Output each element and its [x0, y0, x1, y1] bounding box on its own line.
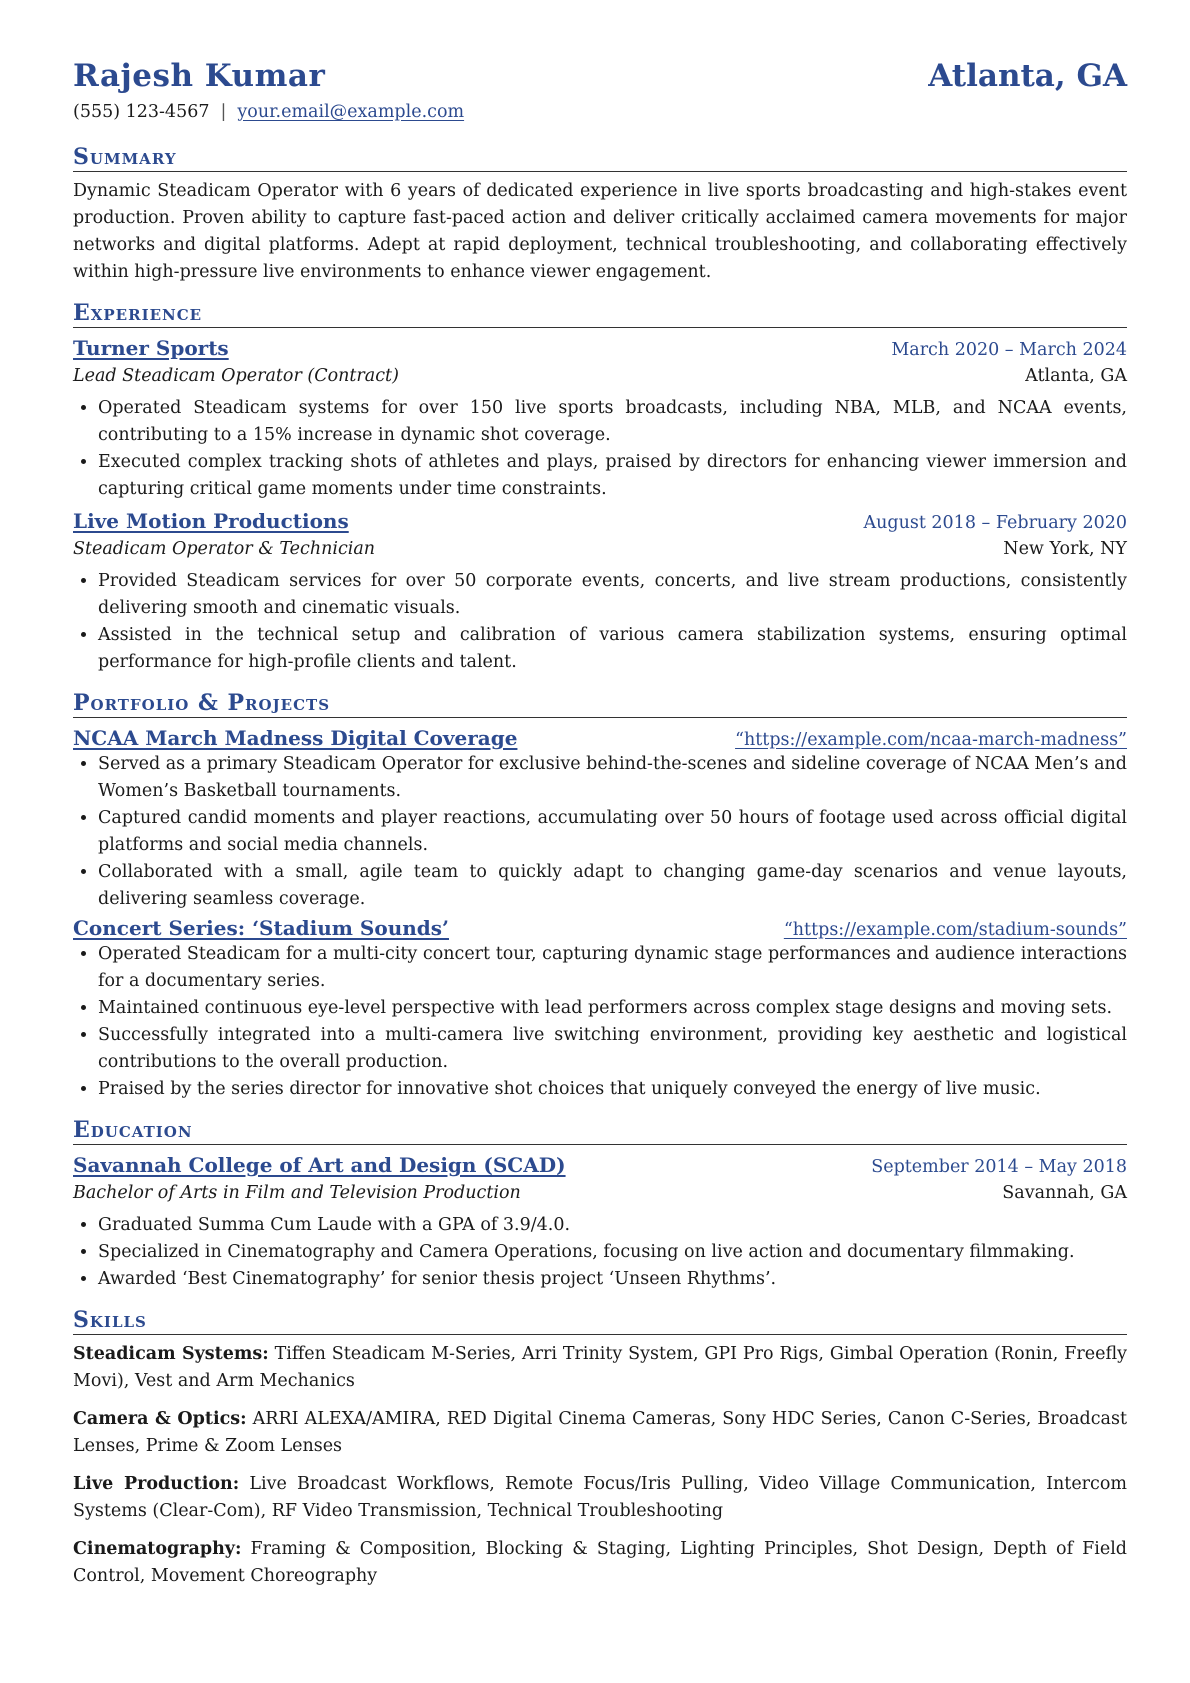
header [73, 58, 1127, 94]
project-entry [73, 916, 1127, 1103]
project-bullets [73, 941, 1127, 1103]
bullet: • Provided Steadicam services for over 50 corporate events, concerts, and live stream productions, consistently delivering smooth and cinematic visuals. [98, 568, 1127, 622]
job-org-link[interactable]: Live Motion Productions [73, 509, 349, 533]
bullet: • Operated Steadicam systems for over 150 live sports broadcasts, including NBA, MLB, and NCAA events, contributing to a 15% increase in dynamic shot coverage. [98, 395, 1127, 449]
section-title-education: Education [73, 1117, 1127, 1145]
skill-group [73, 1536, 1127, 1590]
education-dates: September 2014 – May 2018 [871, 1157, 1127, 1177]
section-title-skills: Skills [73, 1307, 1127, 1335]
bullet: • Graduated Summa Cum Laude with a GPA of 3.9/4.0. [98, 1212, 1127, 1239]
bullet: • Maintained continuous eye-level perspective with lead performers across complex stage designs and moving sets. [98, 995, 1127, 1022]
job-role: Steadicam Operator & Technician [73, 539, 376, 559]
resume-page [73, 58, 1127, 1590]
summary-text: Dynamic Steadicam Operator with 6 years of dedicated experience in live sports broadcasting and high-stakes event production. Proven ability to capture fast-paced action and deliver critically acclaimed camera movements for major networks and digital platforms. Adept at rapid deployment, technical troubleshooting, and collaborating effectively within high-pressure live environments to enhance viewer engagement. [73, 181, 1127, 282]
skill-label: Cinematography: [73, 1539, 242, 1559]
bullet: • Executed complex tracking shots of athletes and plays, praised by directors for enhancing viewer immersion and capturing critical game moments under time constraints. [98, 449, 1127, 503]
skill-label: Live Production: [73, 1474, 240, 1494]
skill-text: Live Broadcast Workflows, Remote Focus/Iris Pulling, Video Village Communication, Intercom Systems (Clear-Com), RF Video Transmission, Technical Troubleshooting [73, 1474, 1127, 1521]
job-location: Atlanta, GA [1025, 366, 1127, 386]
skill-text: ARRI ALEXA/AMIRA, RED Digital Cinema Cameras, Sony HDC Series, Canon C-Series, Broadcast Lenses, Prime & Zoom Lenses [73, 1409, 1127, 1456]
job-entry [73, 336, 1127, 503]
skill-label: Steadicam Systems: [73, 1344, 269, 1364]
project-url-link[interactable]: “https://example.com/stadium-sounds” [783, 920, 1127, 940]
skill-label: Camera & Optics: [73, 1409, 247, 1429]
education-entry [73, 1153, 1127, 1293]
header-location: Atlanta, GA [928, 58, 1127, 94]
bullet: • Assisted in the technical setup and calibration of various camera stabilization systems, ensuring optimal performance for high-profile clients and talent. [98, 622, 1127, 676]
bullet: • Successfully integrated into a multi-camera live switching environment, providing key aesthetic and logistical contributions to the overall production. [98, 1022, 1127, 1076]
bullet: • Served as a primary Steadicam Operator for exclusive behind-the-scenes and sideline coverage of NCAA Men’s and Women’s Basketball tournaments. [98, 751, 1127, 805]
job-location: New York, NY [1003, 539, 1127, 559]
bullet: • Captured candid moments and player reactions, accumulating over 50 hours of footage used across official digital platforms and social media channels. [98, 805, 1127, 859]
bullet: • Praised by the series director for innovative shot choices that uniquely conveyed the energy of live music. [98, 1076, 1127, 1103]
skill-group [73, 1406, 1127, 1460]
skill-text: Tiffen Steadicam M-Series, Arri Trinity System, GPI Pro Rigs, Gimbal Operation (Ronin, Freefly Movi), Vest and Arm Mechanics [73, 1344, 1127, 1391]
degree: Bachelor of Arts in Film and Television Production [73, 1183, 521, 1203]
email-link[interactable]: your.email@example.com [237, 102, 465, 122]
project-entry [73, 726, 1127, 913]
job-bullets [73, 395, 1127, 503]
project-name-link[interactable]: NCAA March Madness Digital Coverage [73, 726, 518, 750]
job-dates: August 2018 – February 2020 [863, 513, 1127, 533]
contact-line [73, 102, 1127, 122]
bullet: • Operated Steadicam for a multi-city concert tour, capturing dynamic stage performances and audience interactions for a documentary series. [98, 941, 1127, 995]
phone: (555) 123-4567 [73, 102, 210, 122]
job-bullets [73, 568, 1127, 676]
candidate-name: Rajesh Kumar [73, 58, 326, 94]
section-title-projects: Portfolio & Projects [73, 690, 1127, 718]
contact-separator: | [220, 102, 227, 122]
education-bullets [73, 1212, 1127, 1293]
skill-group [73, 1471, 1127, 1525]
job-role: Lead Steadicam Operator (Contract) [73, 366, 399, 386]
bullet: • Awarded ‘Best Cinematography’ for senior thesis project ‘Unseen Rhythms’. [98, 1266, 1127, 1293]
section-title-experience: Experience [73, 300, 1127, 328]
bullet: • Collaborated with a small, agile team to quickly adapt to changing game-day scenarios and venue layouts, delivering seamless coverage. [98, 859, 1127, 913]
education-location: Savannah, GA [1002, 1183, 1127, 1203]
bullet: • Specialized in Cinematography and Camera Operations, focusing on live action and documentary filmmaking. [98, 1239, 1127, 1266]
skill-group [73, 1341, 1127, 1395]
section-title-summary: Summary [73, 144, 1127, 172]
job-org-link[interactable]: Turner Sports [73, 336, 229, 360]
project-url-link[interactable]: “https://example.com/ncaa-march-madness” [735, 730, 1127, 750]
school-link[interactable]: Savannah College of Art and Design (SCAD) [73, 1153, 566, 1177]
skill-text: Framing & Composition, Blocking & Staging, Lighting Principles, Shot Design, Depth of Field Control, Movement Choreography [73, 1539, 1127, 1586]
job-dates: March 2020 – March 2024 [891, 340, 1127, 360]
project-name-link[interactable]: Concert Series: ‘Stadium Sounds’ [73, 916, 449, 940]
project-bullets [73, 751, 1127, 913]
job-entry [73, 509, 1127, 676]
